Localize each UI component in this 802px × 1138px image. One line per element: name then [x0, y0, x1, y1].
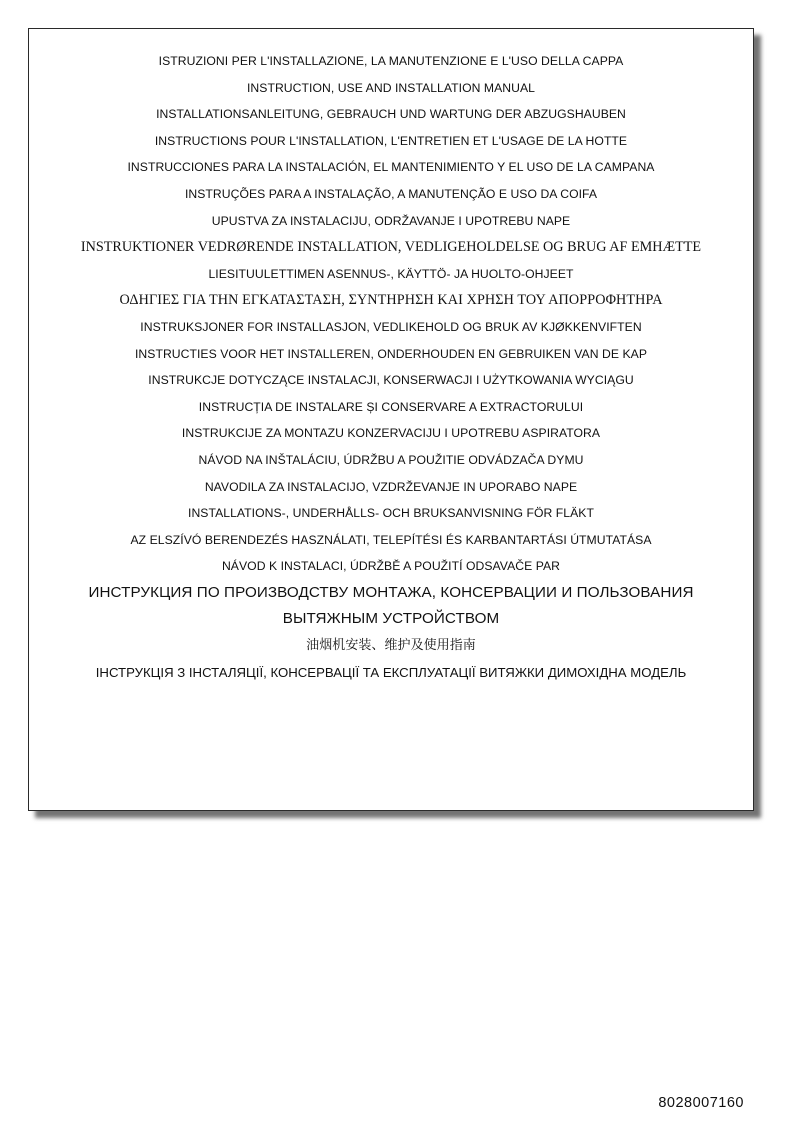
- title-hr: UPUSTVA ZA INSTALACIJU, ODRŽAVANJE I UPOTREBU NAPE: [211, 213, 571, 228]
- title-zh: 油烟机安装、维护及使用指南: [306, 638, 476, 654]
- title-es: INSTRUCCIONES PARA LA INSTALACIÓN, EL MANTENIMIENTO Y EL USO DE LA CAMPANA: [127, 160, 655, 175]
- title-en: INSTRUCTION, USE AND INSTALLATION MANUAL: [247, 80, 535, 95]
- title-fi: LIESITUULETTIMEN ASENNUS-, KÄYTTÖ- JA HUOLTO-OHJEET: [208, 266, 574, 281]
- document-number: 8028007160: [658, 1095, 744, 1111]
- title-pl: INSTRUKCJE DOTYCZĄCE INSTALACJI, KONSERWACJI I UŻYTKOWANIA WYCIĄGU: [148, 373, 634, 388]
- title-ro: INSTRUCȚIA DE INSTALARE ȘI CONSERVARE A EXTRACTORULUI: [198, 399, 584, 414]
- title-sl: NAVODILA ZA INSTALACIJO, VZDRŽEVANJE IN UPORABO NAPE: [204, 479, 578, 494]
- language-titles-list: [29, 48, 753, 686]
- title-ru-line1: ИНСТРУКЦИЯ ПО ПРОИЗВОДСТВУ МОНТАЖА, КОНСЕРВАЦИИ И ПОЛЬЗОВАНИЯ: [88, 583, 694, 601]
- title-ru-line2: ВЫТЯЖНЫМ УСТРОЙСТВОМ: [282, 610, 500, 628]
- title-uk: ІНСТРУКЦІЯ З ІНСТАЛЯЦІЇ, КОНСЕРВАЦІЇ ТА ЕКСПЛУАТАЦІЇ ВИТЯЖКИ ДИМОХІДНА МОДЕЛЬ: [95, 664, 687, 680]
- title-nl: INSTRUCTIES VOOR HET INSTALLEREN, ONDERHOUDEN EN GEBRUIKEN VAN DE KAP: [134, 346, 648, 361]
- title-hu: AZ ELSZÍVÓ BERENDEZÉS HASZNÁLATI, TELEPÍTÉSI ÉS KARBANTARTÁSI ÚTMUTATÁSA: [130, 532, 652, 547]
- title-pt: INSTRUÇÕES PARA A INSTALAÇÃO, A MANUTENÇÃO E USO DA COIFA: [184, 186, 598, 201]
- title-de: INSTALLATIONSANLEITUNG, GEBRAUCH UND WARTUNG DER ABZUGSHAUBEN: [156, 107, 626, 122]
- title-sv: INSTALLATIONS-, UNDERHÅLLS- OCH BRUKSANVISNING FÖR FLÄKT: [188, 506, 594, 521]
- title-fr: INSTRUCTIONS POUR L'INSTALLATION, L'ENTRETIEN ET L'USAGE DE LA HOTTE: [154, 133, 628, 148]
- title-el: ΟΔΗΓΙΕΣ ΓΙΑ ΤΗΝ ΕΓΚΑΤΑΣΤΑΣΗ, ΣΥΝΤΗΡΗΣΗ ΚΑΙ ΧΡΗΣΗ ΤΟΥ ΑΠΟΡΡΟΦΗΤΗΡΑ: [119, 292, 663, 309]
- title-da: INSTRUKTIONER VEDRØRENDE INSTALLATION, VEDLIGEHOLDELSE OG BRUG AF EMHÆTTE: [80, 239, 702, 256]
- title-cs: NÁVOD K INSTALACI, ÚDRŽBĚ A POUŽITÍ ODSAVAČE PAR: [221, 559, 561, 574]
- title-no: INSTRUKSJONER FOR INSTALLASJON, VEDLIKEHOLD OG BRUK AV KJØKKENVIFTEN: [140, 319, 642, 334]
- title-it: ISTRUZIONI PER L'INSTALLAZIONE, LA MANUTENZIONE E L'USO DELLA CAPPA: [158, 54, 624, 68]
- title-sk: NÁVOD NA INŠTALÁCIU, ÚDRŽBU A POUŽITIE ODVÁDZAČA DYMU: [198, 452, 584, 467]
- title-sr: INSTRUKCIJE ZA MONTAZU KONZERVACIJU I UPOTREBU ASPIRATORA: [181, 426, 601, 441]
- title-frame: [28, 28, 754, 811]
